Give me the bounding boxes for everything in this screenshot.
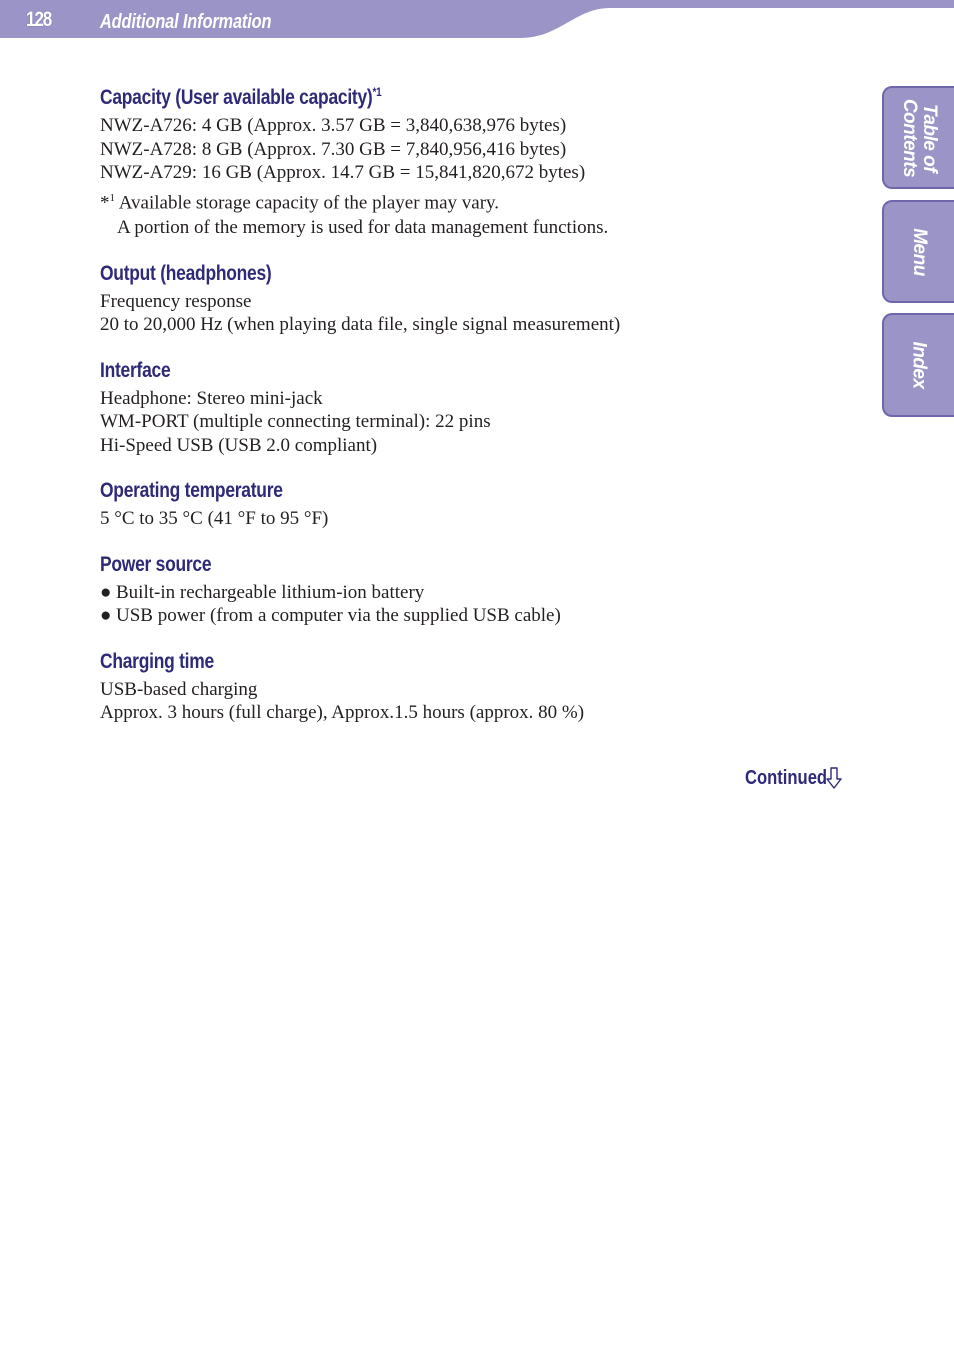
temperature-heading: Operating temperature: [100, 479, 283, 503]
page-header: [0, 0, 954, 40]
tab-index[interactable]: [882, 313, 954, 417]
power-heading: Power source: [100, 552, 212, 576]
down-arrow-icon: [825, 766, 843, 790]
charging-line: Approx. 3 hours (full charge), Approx.1.5 hours (approx. 80 %): [100, 702, 585, 724]
tab-menu[interactable]: [882, 200, 954, 303]
tab-table-of-contents-label: Table of Contents: [899, 98, 941, 177]
output-line: 20 to 20,000 Hz (when playing data file, single signal measurement): [100, 314, 621, 336]
output-heading: Output (headphones): [100, 261, 272, 285]
header-section-label: Additional Information: [100, 11, 272, 33]
capacity-line: NWZ-A726: 4 GB (Approx. 3.57 GB = 3,840,638,976 bytes): [100, 115, 567, 136]
output-section: [100, 260, 840, 337]
continued-indicator[interactable]: [745, 766, 843, 790]
temperature-line: 5 °C to 35 °C (41 °F to 95 °F): [100, 508, 329, 530]
interface-line: Hi-Speed USB (USB 2.0 compliant): [100, 434, 378, 456]
capacity-heading: Capacity (User available capacity)$^{*1}$: [100, 85, 382, 109]
tab-menu-label: Menu: [908, 227, 930, 276]
interface-line: Headphone: Stereo mini-jack: [100, 387, 323, 409]
power-bullet-item: ● USB power (from a computer via the supplied USB cable): [100, 605, 561, 627]
capacity-footnote: *$^1$ Available storage capacity of the player may vary.: [100, 191, 500, 213]
spec-content: [100, 78, 840, 745]
power-section: [100, 551, 840, 628]
capacity-section: [100, 78, 840, 240]
continued-label: Continued: [745, 766, 828, 789]
page-number: 128: [26, 8, 52, 31]
interface-line: WM-PORT (multiple connecting terminal): 22 pins: [100, 411, 491, 433]
bullet-icon: ●: [100, 605, 112, 627]
tab-table-of-contents[interactable]: [882, 86, 954, 189]
tab-index-label: Index: [909, 341, 930, 389]
charging-line: USB-based charging: [100, 678, 258, 700]
capacity-footnote-ref: *1: [372, 85, 382, 99]
charging-heading: Charging time: [100, 649, 214, 673]
capacity-line: NWZ-A729: 16 GB (Approx. 14.7 GB = 15,841,820,672 bytes): [100, 162, 586, 183]
capacity-line: NWZ-A728: 8 GB (Approx. 7.30 GB = 7,840,956,416 bytes): [100, 138, 567, 160]
temperature-section: [100, 477, 840, 531]
output-line: Frequency response: [100, 290, 252, 312]
bullet-icon: ●: [100, 581, 112, 603]
power-bullet-item: ● Built-in rechargeable lithium-ion battery: [100, 581, 425, 603]
charging-section: [100, 648, 840, 725]
interface-heading: Interface: [100, 358, 171, 382]
capacity-footnote-cont: A portion of the memory is used for data management functions.: [117, 216, 609, 238]
interface-section: [100, 357, 840, 458]
